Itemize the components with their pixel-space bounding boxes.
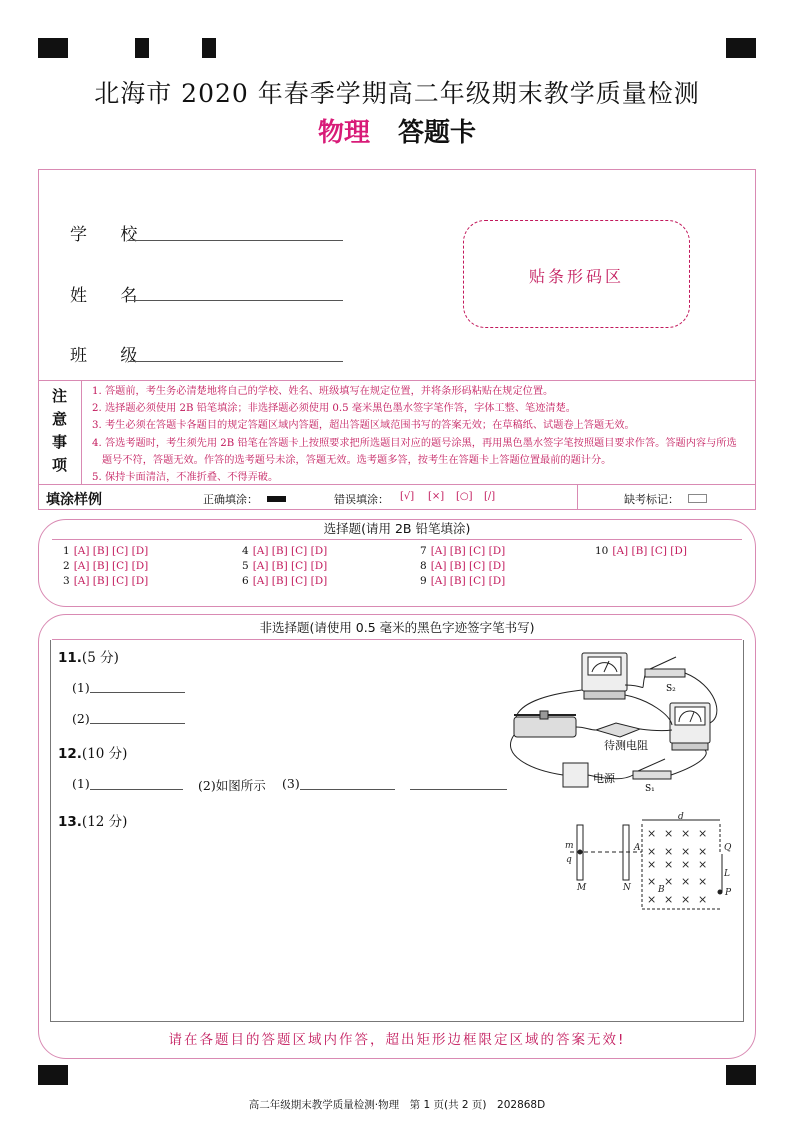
svg-text:×: × (647, 858, 657, 871)
alignment-mark (726, 1065, 756, 1085)
question-number: 8 (420, 560, 427, 572)
notice-list (92, 383, 752, 486)
q11-part1-label: (1) (72, 680, 90, 695)
switch-s1-label: S₁ (645, 784, 655, 794)
svg-text:×: × (647, 893, 657, 906)
notice-item: 题号不符，答题无效。作答的选考题号未涂，答题无效。选考题多答，按考生在答题卡上答题位置最前的题计分。 (102, 454, 612, 466)
choice-question[interactable] (420, 575, 505, 587)
svg-text:×: × (681, 893, 691, 906)
question-12-heading (58, 742, 127, 762)
choice-question[interactable] (242, 575, 327, 587)
question-number: 3 (63, 575, 70, 587)
question-score: (12 分) (81, 814, 128, 830)
label-A: A (634, 843, 641, 853)
alignment-mark (38, 38, 68, 58)
label-q: q (566, 855, 572, 865)
school-label: 学 校 (70, 225, 152, 245)
name-label: 姓 名 (70, 286, 152, 306)
q11-part2-label: (2) (72, 711, 90, 726)
choice-question[interactable] (420, 560, 505, 572)
question-11-heading (58, 646, 119, 666)
option-bubbles[interactable]: [A] [B] [C] [D] (73, 545, 149, 557)
question-number: 6 (242, 575, 249, 587)
alignment-mark (135, 38, 149, 58)
question-score: (10 分) (81, 746, 128, 762)
notice-item: 1. 答题前，考生务必清楚地将自己的学校、姓名、班级填写在规定位置，并将条形码粘贴在规定位置。 (92, 386, 554, 397)
question-number: 10 (595, 545, 609, 557)
q11-part1-answer-line[interactable] (90, 692, 185, 693)
divider (38, 380, 756, 381)
alignment-mark (202, 38, 216, 58)
label-Q: Q (724, 843, 732, 853)
wrong-fill-sample: [√] (400, 491, 415, 502)
q12-part3-answer-line[interactable] (300, 789, 395, 790)
svg-text:×: × (647, 845, 657, 858)
divider (577, 485, 578, 510)
name-field[interactable] (128, 300, 343, 301)
choice-question[interactable] (63, 560, 148, 572)
option-bubbles[interactable]: [A] [B] [C] [D] (252, 545, 328, 557)
question-number: 12. (58, 746, 82, 762)
notice-item: 2. 选择题必须使用 2B 铅笔填涂；非选择题必须使用 0.5 毫米黑色墨水签字笔作答，字体工整、笔迹清楚。 (92, 403, 576, 415)
switch-s2-label: S₂ (666, 684, 676, 694)
card-name: 答题卡 (398, 118, 477, 148)
svg-text:×: × (681, 858, 691, 871)
wrong-fill-label: 错误填涂： (334, 493, 389, 506)
question-number: 11. (58, 650, 82, 666)
option-bubbles[interactable]: [A] [B] [C] [D] (252, 575, 328, 587)
choice-question[interactable] (242, 560, 327, 572)
question-score: (5 分) (81, 650, 119, 666)
option-bubbles[interactable]: [A] [B] [C] [D] (252, 560, 328, 572)
school-field[interactable] (128, 240, 343, 241)
q11-part2-answer-line[interactable] (90, 723, 185, 724)
question-number: 4 (242, 545, 249, 557)
fill-example-title: 填涂样例 (46, 492, 102, 508)
notice-item: 4. 答选考题时，考生须先用 2B 铅笔在答题卡上按照要求把所选题目对应的题号涂黑，再用黑色墨水签字笔按照题目要求作答。答题内容与所选 (92, 437, 737, 449)
circuit-diagram (500, 645, 745, 797)
choice-question[interactable] (63, 575, 148, 587)
label-M: M (577, 883, 587, 893)
svg-text:×: × (698, 893, 708, 906)
alignment-mark (38, 1065, 68, 1085)
question-number: 1 (63, 545, 70, 557)
svg-text:×: × (664, 858, 674, 871)
svg-text:×: × (681, 875, 691, 888)
question-number: 7 (420, 545, 427, 557)
svg-text:×: × (698, 858, 708, 871)
notice-side-label (38, 380, 82, 484)
choice-header: 选择题(请用 2B 铅笔填涂) (52, 519, 742, 540)
class-label: 班 级 (70, 346, 152, 366)
correct-fill-label: 正确填涂： (203, 493, 258, 506)
svg-text:×: × (698, 875, 708, 888)
option-bubbles[interactable]: [A] [B] [C] [D] (430, 560, 506, 572)
label-L: L (724, 869, 730, 879)
choice-question[interactable] (63, 545, 148, 557)
q12-part1-answer-line[interactable] (90, 789, 183, 790)
wrong-fill-sample: [×] (428, 491, 445, 502)
absent-label: 缺考标记： (624, 493, 679, 506)
svg-text:×: × (681, 845, 691, 858)
notice-item: 3. 考生必须在答题卡各题目的规定答题区域内答题，超出答题区域范围书写的答案无效；在草稿纸、试题卷上答题无效。 (92, 420, 635, 432)
notice-char: 项 (51, 456, 67, 474)
label-m: m (565, 841, 574, 851)
question-number: 2 (63, 560, 70, 572)
class-field[interactable] (128, 361, 343, 362)
resistor-label: 待测电阻 (604, 739, 648, 752)
q12-part1-label: (1) (72, 776, 90, 791)
page-title: 北海市 2020 年春季学期高二年级期末教学质量检测 (94, 79, 700, 108)
label-N: N (623, 883, 631, 893)
magnetic-field-diagram (560, 812, 745, 917)
question-13-heading (58, 810, 127, 830)
question-number: 13. (58, 814, 82, 830)
option-bubbles[interactable]: [A] [B] [C] [D] (612, 545, 687, 557)
page-subtitle (0, 112, 794, 149)
field-crosses (647, 827, 707, 906)
svg-text:×: × (664, 845, 674, 858)
svg-text:×: × (647, 827, 657, 840)
svg-text:×: × (698, 827, 708, 840)
option-bubbles[interactable]: [A] [B] [C] [D] (73, 560, 149, 572)
notice-char: 意 (51, 410, 67, 428)
svg-text:×: × (681, 827, 691, 840)
fill-example-row (38, 484, 756, 510)
q12-part3-answer-line-2[interactable] (410, 789, 507, 790)
wrong-fill-sample: [○] (456, 491, 473, 502)
svg-text:×: × (647, 875, 657, 888)
correct-fill-sample (267, 496, 286, 502)
label-B: B (658, 885, 665, 895)
svg-text:×: × (664, 827, 674, 840)
choice-question[interactable] (595, 545, 687, 557)
q12-part2-label: (2)如图所示 (198, 778, 266, 793)
choice-question[interactable] (242, 545, 327, 557)
question-number: 9 (420, 575, 427, 587)
nonchoice-header: 非选择题(请使用 0.5 毫米的黑色字迹签字笔书写) (52, 617, 742, 640)
answer-area-warning: 请在各题目的答题区域内作答，超出矩形边框限定区域的答案无效! (168, 1032, 626, 1048)
svg-text:×: × (664, 875, 674, 888)
notice-char: 事 (51, 433, 67, 451)
option-bubbles[interactable]: [A] [B] [C] [D] (430, 575, 506, 587)
subject-name: 物理 (317, 118, 370, 148)
notice-char: 注 (51, 387, 67, 405)
label-d: d (678, 812, 684, 822)
choice-question[interactable] (420, 545, 505, 557)
barcode-label: 贴条形码区 (528, 267, 624, 286)
notice-item: 5. 保持卡面清洁，不准折叠、不得弄破。 (92, 472, 279, 484)
page-footer: 高二年级期末教学质量检测·物理 第 1 页(共 2 页) 202868D (248, 1099, 546, 1111)
wrong-fill-sample: [/] (484, 491, 496, 502)
label-P: P (725, 888, 732, 898)
option-bubbles[interactable]: [A] [B] [C] [D] (430, 545, 506, 557)
power-source-label: 电源 (593, 772, 615, 785)
absent-mark-box[interactable] (688, 494, 707, 503)
option-bubbles[interactable]: [A] [B] [C] [D] (73, 575, 149, 587)
q12-part3-label: (3) (282, 776, 300, 791)
alignment-mark (726, 38, 756, 58)
svg-text:×: × (664, 893, 674, 906)
svg-text:×: × (698, 845, 708, 858)
question-number: 5 (242, 560, 249, 572)
